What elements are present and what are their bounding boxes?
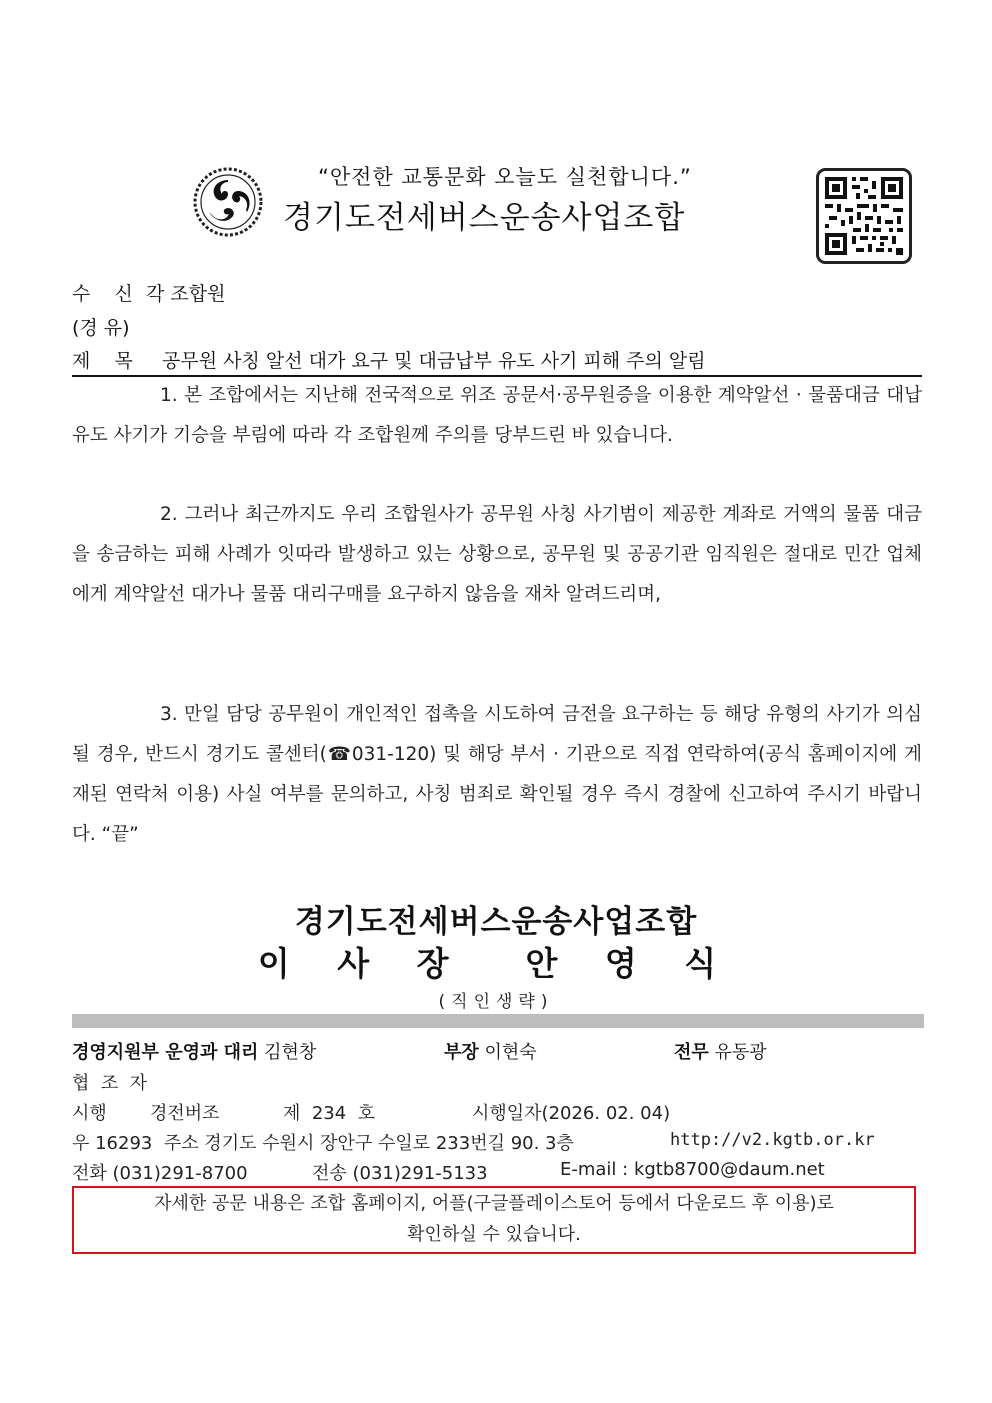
header-organization-name: 경기도전세버스운송사업조합	[283, 200, 686, 236]
paragraph-text: 3. 만일 담당 공무원이 개인적인 접촉을 시도하여 금전을 요구하는 등 해당 유형의 사기가 의심될 경우, 반드시 경기도 콜센터(☎031-120) 및 해당 부서 · 기관으로 직접 연락하여(공식 홈페이지에 게재된 연락처 이용) 사실 여부를 문의하고, 사칭 범죄로 확인될 경우 즉시 경찰에 신고하여 주시기 바랍니다. “끝”	[72, 704, 922, 845]
drafter	[72, 1038, 316, 1064]
notice-line-1: 자세한 공문 내용은 조합 홈페이지, 어플(구글플레이스토어 등에서 다운로드 후 이용)로	[154, 1193, 834, 1214]
enforce-label: 시행	[72, 1103, 107, 1124]
manager	[444, 1038, 537, 1064]
manager-title: 부장	[444, 1042, 479, 1063]
document-number: 제 234 호	[283, 1103, 376, 1124]
drafter-title: 경영지원부 운영과 대리	[72, 1042, 259, 1063]
subject-value: 공무원 사칭 알선 대가 요구 및 대금납부 유도 사기 피해 주의 알림	[162, 350, 706, 372]
signature-organization: 경기도전세버스운송사업조합	[294, 904, 698, 940]
director-name: 유동광	[714, 1042, 767, 1063]
recipient-row	[72, 279, 225, 306]
union-swirl-logo-icon	[192, 166, 264, 238]
director-title: 전무	[674, 1042, 709, 1063]
recipient-value: 각 조합원	[146, 283, 226, 305]
seal-omitted-note: (직인생략)	[438, 992, 554, 1012]
enforce-value: 경전버조	[150, 1103, 220, 1124]
subject-label: 제 목	[72, 350, 133, 372]
director	[674, 1038, 767, 1064]
email-address[interactable]: E-mail : kgtb8700@daum.net	[560, 1159, 825, 1180]
body-paragraph-2	[72, 495, 922, 615]
enforcement-row	[72, 1099, 107, 1125]
homepage-notice-box	[72, 1186, 916, 1254]
cooperator-label: 협 조 자	[72, 1073, 148, 1094]
body-paragraph-1	[72, 376, 922, 456]
manager-name: 이현숙	[484, 1042, 537, 1063]
via-label: (경 유)	[72, 317, 130, 339]
notice-line-2: 확인하실 수 있습니다.	[407, 1224, 581, 1245]
signature-chairman: 이 사 장 안 영 식	[257, 944, 735, 983]
drafter-name: 김현창	[264, 1042, 317, 1063]
via-row	[72, 313, 130, 340]
divider-bar	[72, 1014, 924, 1028]
qr-code-icon[interactable]	[816, 168, 912, 264]
fax-number: 전송 (031)291-5133	[312, 1163, 488, 1184]
approval-line	[72, 1038, 922, 1064]
paragraph-text: 2. 그러나 최근까지도 우리 조합원사가 공무원 사칭 사기범이 제공한 계좌로 거액의 물품 대금을 송금하는 피해 사례가 잇따라 발생하고 있는 상황으로, 공무원 및 공공기관 임직원은 절대로 민간 업체에게 계약알선 대가나 물품 대리구매를 요구하지 않음을 재차 알려드리며,	[72, 504, 922, 605]
header-slogan: “안전한 교통문화 오늘도 실천합니다.”	[318, 165, 692, 189]
paragraph-text: 1. 본 조합에서는 지난해 전국적으로 위조 공문서·공무원증을 이용한 계약알선 · 물품대금 대납 유도 사기가 기승을 부림에 따라 각 조합원께 주의를 당부드린 바 있습니다.	[72, 385, 922, 446]
website-link[interactable]: http://v2.kgtb.or.kr	[670, 1130, 875, 1150]
recipient-label: 수 신	[72, 283, 133, 305]
phone-number: 전화 (031)291-8700	[72, 1163, 248, 1184]
subject-row	[72, 346, 922, 377]
enforcement-date: 시행일자(2026. 02. 04)	[472, 1103, 671, 1124]
body-paragraph-3	[72, 695, 922, 855]
postal-address: 우 16293 주소 경기도 수원시 장안구 수일로 233번길 90. 3층	[72, 1133, 574, 1154]
